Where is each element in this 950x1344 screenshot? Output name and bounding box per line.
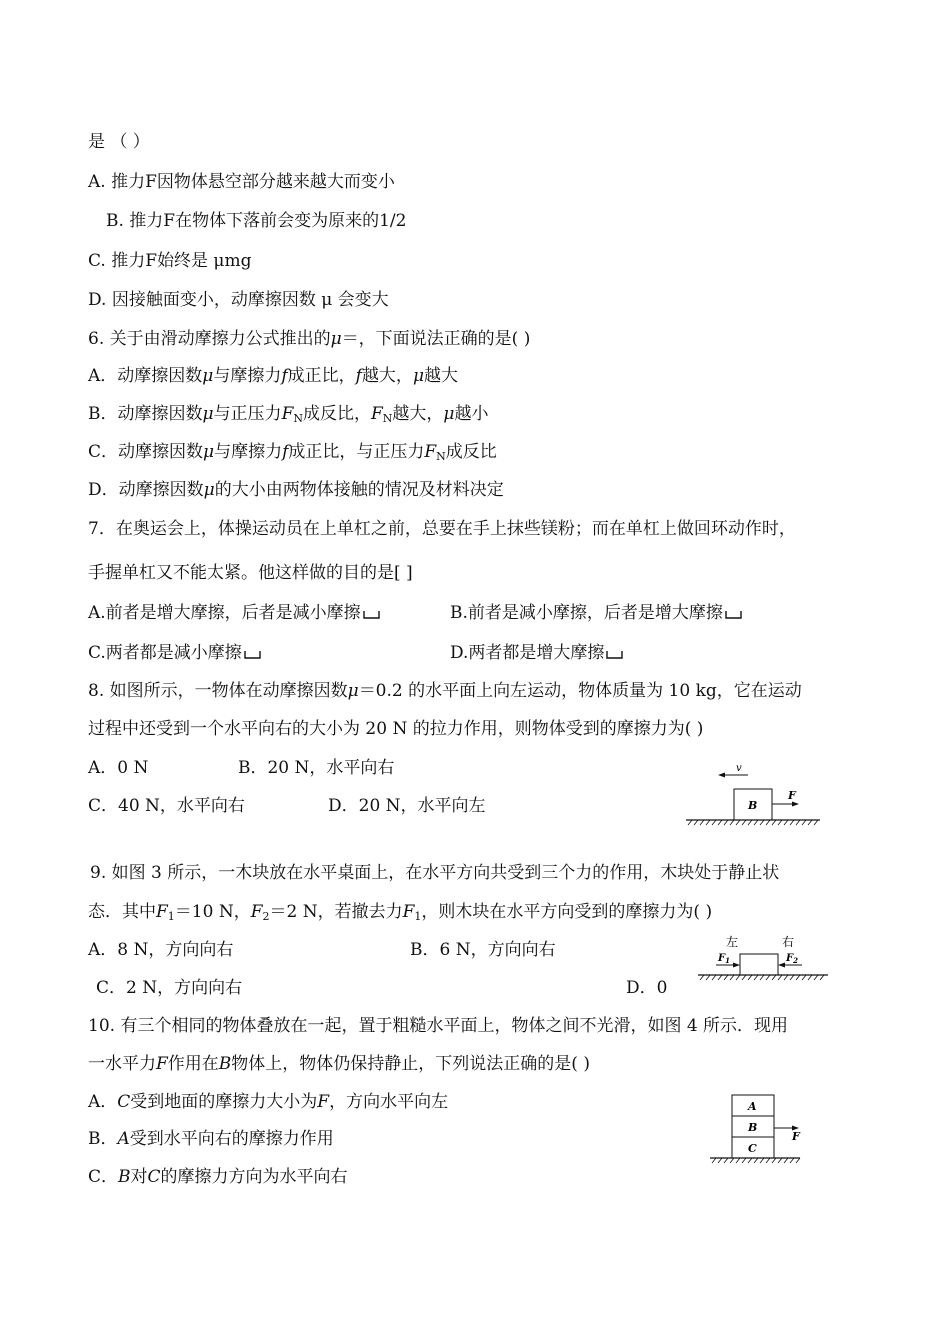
answer-blank-mark <box>363 607 381 621</box>
ground-hatch <box>688 820 818 825</box>
right-label: 右 <box>782 935 795 949</box>
q7-option-b: B.前者是减小摩擦，后者是增大摩擦 <box>450 602 743 624</box>
q6-option-b: B．动摩擦因数μ与正压力$F_N$成反比，$F_N$越大，μ越小 <box>88 404 489 425</box>
q5-option-c: C. 推力F始终是 μmg <box>88 251 252 271</box>
q6-stem: 6. 关于由滑动摩擦力公式推出的μ＝，下面说法正确的是( ) <box>88 329 531 349</box>
q6-option-a: A．动摩擦因数μ与摩擦力f成正比，f越大，μ越大 <box>88 366 458 386</box>
force-label: F <box>792 1130 800 1143</box>
force-arrow <box>772 802 799 807</box>
answer-blank-mark <box>244 647 262 661</box>
q7-option-d: D.两者都是增大摩擦 <box>450 642 624 664</box>
q10-option-b: B．A受到水平向右的摩擦力作用 <box>88 1129 334 1149</box>
q5-stem-tail: 是 （ ） <box>88 132 150 152</box>
table-hatch <box>700 975 824 980</box>
answer-blank-mark <box>606 647 624 661</box>
answer-blank-mark <box>725 607 743 621</box>
q9-option-d: D．0 <box>626 978 668 998</box>
q8-option-d: D．20 N，水平向左 <box>328 796 486 816</box>
q6-option-c: C．动摩擦因数μ与摩擦力f成正比，与正压力$F_N$成反比 <box>88 442 497 463</box>
q8-option-a: A．0 N <box>88 758 149 778</box>
force-f1-label: $F_1$ <box>718 953 730 965</box>
block-b-label: B <box>748 1121 758 1134</box>
q9-option-a: A．8 N，方向向右 <box>88 940 234 960</box>
velocity-label: v <box>736 763 742 774</box>
q8-option-b: B．20 N，水平向右 <box>238 758 395 778</box>
q10-option-a: A．C受到地面的摩擦力大小为F，方向水平向左 <box>88 1092 449 1112</box>
wood-block <box>740 954 778 975</box>
velocity-arrow <box>718 773 748 778</box>
q9-stem-line2: 态．其中$F_1=10$ N，$F_2=2$ N，若撤去力$F_1$，则木块在水平方向受到的摩擦力为( ) <box>88 902 713 923</box>
q5-option-b: B. 推力F在物体下落前会变为原来的1/2 <box>106 211 407 231</box>
q8-option-c: C．40 N，水平向右 <box>88 796 245 816</box>
q5-option-d: D. 因接触面变小，动摩擦因数 μ 会变大 <box>88 290 389 310</box>
ground-hatch <box>712 1158 800 1163</box>
force-f2-label: $F_2$ <box>786 953 798 965</box>
q8-figure <box>684 758 824 830</box>
block-b-label: B <box>748 799 758 812</box>
q7-stem-line1: 7．在奥运会上，体操运动员在上单杠之前，总要在手上抹些镁粉；而在单杠上做回环动作时， <box>88 519 796 539</box>
block-a-label: A <box>748 1100 757 1113</box>
q10-option-c: C．B对C的摩擦力方向为水平向右 <box>88 1167 348 1187</box>
q7-stem-line2: 手握单杠又不能太紧。他这样做的目的是[ ] <box>88 563 413 583</box>
left-label: 左 <box>726 935 739 949</box>
q10-stem-line1: 10. 有三个相同的物体叠放在一起，置于粗糙水平面上，物体之间不光滑，如图 4 所示．现用 <box>88 1016 789 1036</box>
q9-option-b: B．6 N，方向向右 <box>410 940 556 960</box>
block-c-label: C <box>748 1142 757 1155</box>
q9-option-c: C．2 N，方向向右 <box>96 978 243 998</box>
q6-option-d: D．动摩擦因数μ的大小由两物体接触的情况及材料决定 <box>88 480 504 500</box>
q10-stem-line2: 一水平力F作用在B物体上，物体仍保持静止，下列说法正确的是( ) <box>88 1054 590 1074</box>
q8-stem-line1: 8. 如图所示，一物体在动摩擦因数μ＝0.2 的水平面上向左运动，物体质量为 10 kg，它在运动 <box>88 681 802 701</box>
force-label: F <box>788 789 796 802</box>
q8-stem-line2: 过程中还受到一个水平向右的大小为 20 N 的拉力作用，则物体受到的摩擦力为( ) <box>88 719 704 739</box>
q9-stem-line1: 9. 如图 3 所示，一木块放在水平桌面上，在水平方向共受到三个力的作用，木块处于静止状 <box>90 863 780 883</box>
q7-option-c: C.两者都是减小摩擦 <box>88 642 262 664</box>
q5-option-a: A. 推力F因物体悬空部分越来越大而变小 <box>88 172 395 192</box>
q9-figure <box>694 932 834 982</box>
q7-option-a: A.前者是增大摩擦，后者是减小摩擦 <box>88 602 381 624</box>
q10-figure <box>706 1092 806 1172</box>
